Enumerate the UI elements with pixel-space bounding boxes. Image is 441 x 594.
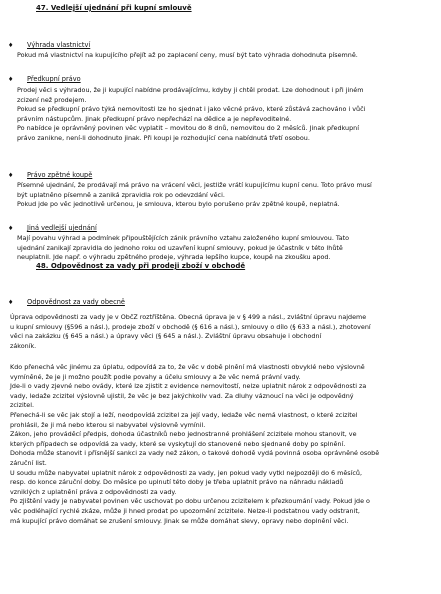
text-line: právním nástupcům. Jinak předkupní právo nepřechází na dědice a je nepřevoditelné. [17, 114, 292, 123]
text-line: věc podléhající rychlé zkáze, může ji hned prodat po upozornění zcizitele. Nelze-li podstatnou vady odstranit, [10, 506, 360, 515]
text-line: Jde-li o vady zjevné nebo ovády, které lze zjistit z evidence nemovitostí, nelze uplatnit nárok z odpovědnosti za [10, 382, 367, 391]
bullet-icon: ♦ [8, 172, 14, 179]
subheading-predkupni-pravo: Předkupní právo [27, 75, 81, 83]
text-line: Pokud jde po věc jednotlivě určenou, je smlouva, kterou bylo porušeno práv zpětné koupě, neplatná. [17, 200, 340, 209]
text-line: vzniklých z uplatnění práva z odpovědnosti za vady. [10, 487, 177, 496]
text-line: zcizení než prodejem. [17, 95, 87, 104]
text-line: Po nabídce je oprávněný povinen věc vyplatit – movitou do 8 dnů, nemovitou do 2 měsíců. Jinak předkupní [17, 124, 359, 133]
text-line: vymíněné, že je ji možno použít podle povahy a účelu smlouvy a že věc nemá právní vady. [10, 372, 301, 381]
paragraph-vyhrada-vlastnictvi [17, 51, 358, 61]
text-line: zcizitel. [10, 401, 35, 410]
subheading-odpovednost-za-vady-obecne: Odpovědnost za vady obecně [27, 298, 125, 306]
text-line: věci na zakázku (§ 645 a násl.) a úpravy věci (§ 645 a násl.). Zvláštní úpravu obsahuje i obchodní [10, 332, 322, 341]
section-48-title: 48. Odpovědnost za vady při prodeji zboží v obchodě [36, 262, 246, 270]
text-line: Zákon, jeho prováděcí předpis, dohoda účastníků nebo jednostranné prohlášení zcizitele mohou stanovit, ve [10, 430, 357, 439]
text-line: Kdo přenechá věc jinému za úplatu, odpovídá za to, že věc v době plnění má vlastnosti obvyklé nebo výslovně [10, 363, 365, 371]
paragraph-prenechani-veci [10, 363, 379, 526]
text-line: Pokud se předkupní právo týká nemovitosti lze ho sjednat i jako věcné právo, které zůstává zachováno i vůči [17, 105, 366, 114]
paragraph-predkupni-pravo [17, 86, 365, 144]
subheading-vyhrada-vlastnictvi: Výhrada vlastnictví [27, 41, 91, 49]
text-line: U soudu může nabyvatel uplatnit nárok z odpovědnosti za vady, jen pokud vady vytkl nejpozději do 6 měsíců, [10, 468, 362, 477]
section-47-title: 47. Vedlejší ujednání při kupní smlouvě [36, 4, 192, 12]
bullet-icon: ♦ [8, 225, 14, 232]
text-line: být uplatněno písemně a zaniká zpravidla rok po odevzdání věci. [17, 190, 225, 199]
bullet-icon: ♦ [8, 42, 14, 49]
text-line: Mají povahu výhrad a podmínek připouštějících zánik právního vztahu založeného kupní smlouvou. Tato [17, 234, 350, 242]
text-line: Po zjištění vady je nabyvatel povinen věc uschovat po dobu určenou zcizitelem k přezkoumání vady. Pokud jde o [10, 497, 370, 506]
text-line: Pokud má vlastnictví na kupujícího přejít až po zaplacení ceny, musí být tato výhrada dohodnuta písemně. [17, 51, 358, 59]
text-line: kterých případech se odpovídá za vady, které se vyskytují do stanovené nebo sjednané doby po splnění. [10, 439, 346, 448]
text-line: Písemné ujednání, že prodávají má právo na vrácení věci, jestliže vrátí kupujícímu kupní cenu. Toto právo musí [17, 181, 372, 189]
text-line: Prodej věci s výhradou, že ji kupující nabídne prodávajícímu, kdyby ji chtěl prodat. Lze dohodnout i při jiném [17, 86, 364, 94]
paragraph-uprava-odpovednosti [10, 313, 371, 351]
text-line: neuplatnil. Jde např. o výhradu zpětného prodeje, výhrada lepšího kupce, koupě na zkoušku apod. [17, 253, 331, 262]
text-line: zákoník. [10, 341, 37, 350]
text-line: Úprava odpovědnosti za vady je v ObčZ roztříštěna. Obecná úprava je v § 499 a násl., zvláštní úpravu najdeme [10, 313, 367, 321]
subheading-pravo-zpetne-koupe: Právo zpětné koupě [27, 171, 93, 179]
text-line: ujednání zanikají zpravidla do jednoho roku od uzavření kupní smlouvy, pokud je účastník v této lhůtě [17, 243, 343, 252]
text-line: Dohoda může stanovit i přísnější sankci za vady než zákon, o takové dohodě vydá povinná osoba oprávněné osobě [10, 449, 380, 458]
text-line: prohlásil, že ji má nebo kterou si nabyvatel výslovně vymínil. [10, 420, 206, 429]
text-line: má kupující právo domáhat se zrušení smlouvy. Jinak se může domáhat slevy, opravy nebo doplnění věci. [10, 516, 349, 525]
text-line: Přenechá-li se věc jak stojí a leží, neodpovídá zcizitel za její vady, ledaže věc nemá vlastnost, o které zcizitel [10, 410, 358, 419]
text-line: u kupní smlouvy (§596 a násl.), prodeje zboží v obchodě (§ 616 a násl.), smlouvy o dílo (§ 633 a násl.), zhotovení [10, 322, 371, 331]
text-line: vady, ledaže zcizitel výslovně ujistil, že věc je bez jakýchkoliv vad. Za dluhy váznoucí na věci je odpovědný [10, 391, 354, 400]
paragraph-jina-vedlejsi-ujednani [17, 234, 349, 263]
text-line: záruční list. [10, 458, 47, 467]
text-line: resp. do konce záruční doby. Do měsíce po uplnutí této doby je třeba uplatnit právo na náhradu nákladů [10, 478, 344, 487]
bullet-icon: ♦ [8, 76, 14, 83]
text-line: právo zanikne, není-li dohodnuto jinak. Při koupi je rozhodující cena nabídnutá třetí osobou. [17, 133, 310, 142]
subheading-jina-vedlejsi-ujednani: Jiná vedlejší ujednání [27, 224, 97, 232]
paragraph-pravo-zpetne-koupe [17, 181, 372, 210]
bullet-icon: ♦ [8, 299, 14, 306]
